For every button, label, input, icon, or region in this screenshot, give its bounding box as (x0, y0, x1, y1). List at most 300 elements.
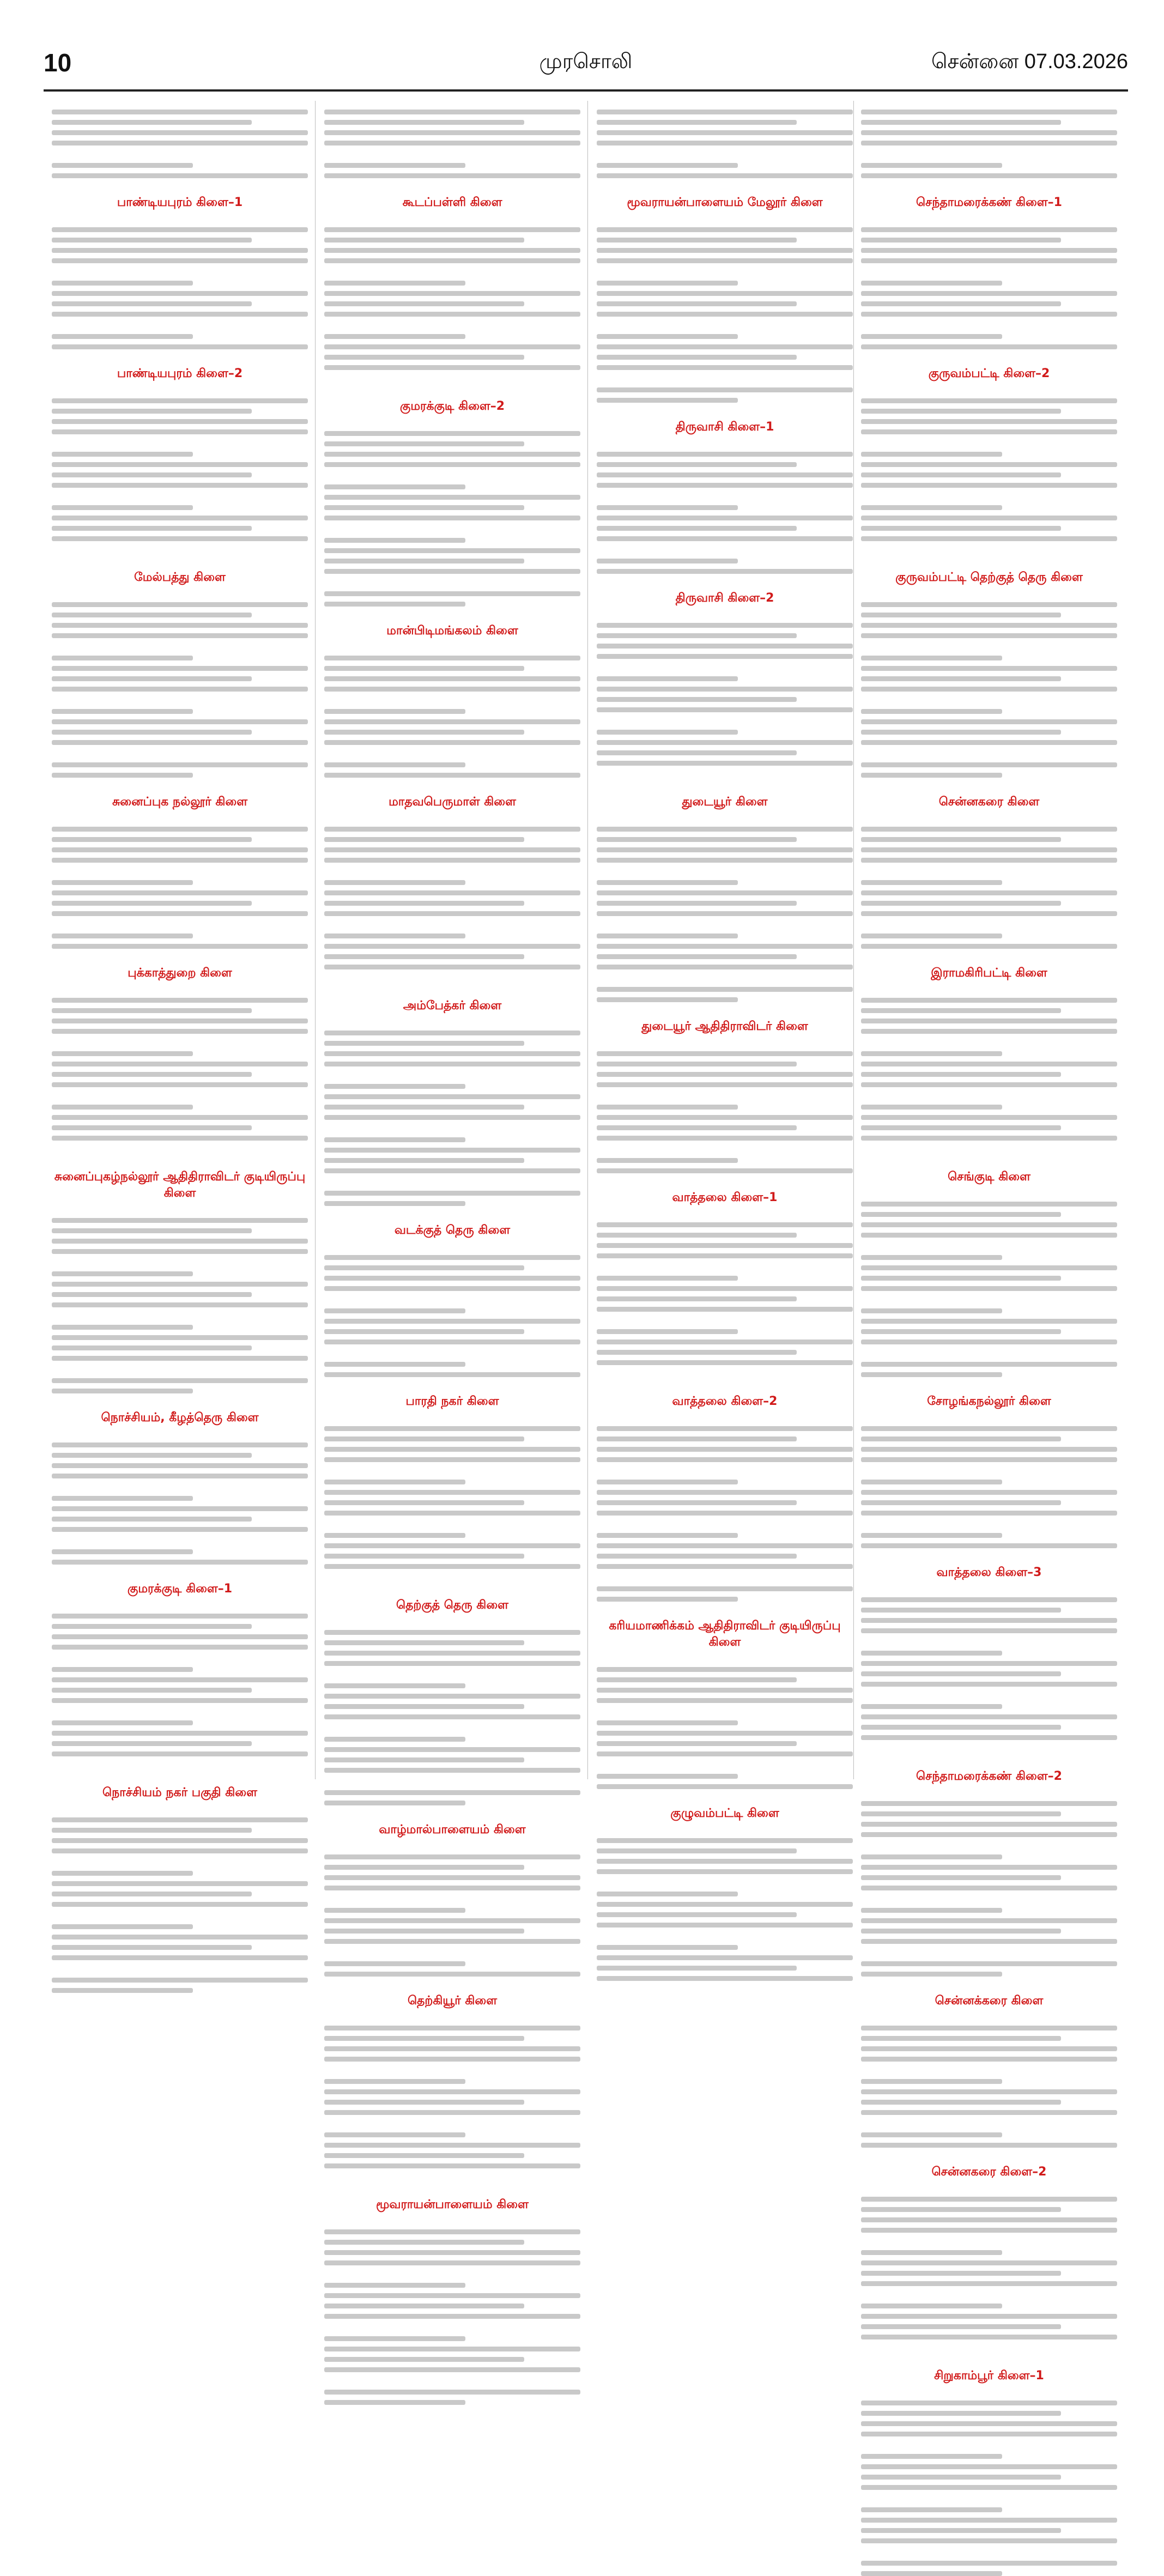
text-line (861, 1628, 1117, 1633)
text-line (597, 1564, 853, 1569)
section-heading: சென்னகரை கிளை (938, 795, 1040, 809)
text-line (597, 238, 797, 243)
text-line (52, 1282, 308, 1287)
text-line (52, 1335, 308, 1340)
text-line (52, 730, 252, 735)
text-line (324, 1747, 580, 1752)
text-line (324, 1105, 524, 1110)
section-heading: வாழ்மால்பாளையம் கிளை (379, 1823, 526, 1836)
text-line (324, 858, 580, 863)
section-heading: மூவராயன்பாளையம் மேலூர் கிளை (627, 196, 823, 209)
text-line (861, 1233, 1117, 1238)
text-line (324, 130, 580, 135)
text-line (861, 536, 1117, 541)
text-line (597, 312, 853, 317)
text-line (861, 291, 1117, 296)
text-line (861, 1939, 1117, 1944)
text-line (597, 452, 853, 457)
text-line (597, 1586, 853, 1591)
text-line (861, 1811, 1061, 1816)
text-line (324, 827, 580, 832)
text-line (324, 248, 580, 253)
text-line (861, 483, 1117, 488)
text-line (861, 2132, 1002, 2137)
text-line (597, 1741, 797, 1746)
text-line (324, 291, 580, 296)
section-heading: பாண்டியபுரம் கிளை–1 (117, 196, 243, 209)
text-line (324, 1255, 580, 1260)
section-heading: சென்னகரை கிளை–2 (931, 2165, 1047, 2179)
text-line (861, 1286, 1117, 1291)
text-line (52, 1453, 252, 1458)
text-line (324, 1543, 580, 1548)
text-line (861, 344, 1117, 349)
text-line (52, 163, 193, 168)
text-line (597, 997, 738, 1002)
text-line (597, 707, 853, 712)
text-line (52, 1218, 308, 1223)
text-line (52, 827, 308, 832)
section-heading: வடக்குத் தெரு கிளை (394, 1223, 511, 1237)
text-line (324, 1704, 524, 1709)
text-line (861, 2561, 1117, 2566)
text-line (861, 1725, 1061, 1730)
text-line (861, 2228, 1117, 2233)
text-line (861, 1618, 1117, 1623)
section-heading: மேல்பத்து கிளை (134, 571, 226, 584)
text-line (597, 365, 853, 370)
text-line (52, 1892, 252, 1896)
text-line (861, 1362, 1117, 1367)
text-block (861, 219, 1117, 349)
text-line (52, 1249, 308, 1254)
text-line (861, 740, 1117, 745)
text-line (324, 2163, 580, 2168)
text-block (324, 1022, 580, 1206)
text-line (324, 1640, 524, 1645)
text-line (861, 2571, 1002, 2576)
column-3 (597, 101, 853, 1820)
text-line (52, 1624, 252, 1629)
text-line (324, 227, 580, 232)
text-block (324, 1621, 580, 1805)
text-line (597, 1784, 853, 1789)
text-line (597, 1447, 853, 1452)
text-block (861, 818, 1117, 949)
section-heading: குமரக்குடி கிளை–1 (127, 1582, 233, 1596)
text-line (597, 1902, 853, 1907)
text-line (861, 1480, 1002, 1484)
text-line (861, 827, 1117, 832)
text-line (52, 1506, 308, 1511)
text-line (861, 1961, 1117, 1966)
text-line (324, 1084, 465, 1089)
text-line (861, 762, 1117, 767)
text-line (52, 1228, 252, 1233)
text-line (324, 2283, 465, 2288)
text-line (597, 1554, 797, 1559)
text-line (324, 110, 580, 114)
text-line (861, 2260, 1117, 2265)
text-line (52, 291, 308, 296)
text-line (861, 676, 1061, 681)
text-line (324, 1286, 580, 1291)
column-2 (324, 101, 580, 2211)
text-line (597, 472, 853, 477)
text-line (861, 2057, 1117, 2062)
text-line (52, 740, 308, 745)
text-line (324, 1329, 524, 1334)
text-line (861, 281, 1002, 286)
text-line (324, 344, 580, 349)
text-line (861, 1682, 1117, 1687)
text-line (324, 837, 524, 842)
text-line (597, 1437, 797, 1441)
text-line (597, 761, 853, 766)
text-line (52, 687, 308, 692)
text-line (861, 409, 1061, 414)
text-line (861, 1062, 1117, 1066)
text-line (324, 141, 580, 146)
text-line (324, 934, 465, 938)
text-line (597, 1892, 738, 1896)
text-line (597, 1720, 738, 1725)
text-line (861, 462, 1117, 467)
text-line (52, 173, 308, 178)
text-line (52, 1667, 193, 1672)
text-line (52, 1125, 252, 1130)
section-heading: குமரக்குடி கிளை–2 (399, 399, 505, 413)
text-line (52, 1677, 308, 1682)
text-line (52, 1645, 308, 1650)
text-line (861, 1447, 1117, 1452)
text-line (861, 602, 1117, 607)
text-line (52, 1838, 308, 1843)
text-line (324, 656, 580, 660)
text-line (597, 1500, 797, 1505)
text-line (52, 1720, 193, 1725)
text-line (324, 890, 580, 895)
section-heading: பாரதி நகர் கிளை (405, 1395, 499, 1408)
text-line (861, 1822, 1117, 1827)
text-line (861, 2538, 1117, 2543)
text-line (324, 602, 465, 607)
text-line (324, 1714, 580, 1719)
section-heading: துடையூர் ஆதிதிராவிடர் கிளை (641, 1020, 808, 1033)
text-line (324, 1201, 465, 1206)
text-line (861, 163, 1002, 168)
text-line (861, 623, 1117, 628)
text-block (52, 1209, 308, 1393)
text-line (861, 1886, 1117, 1890)
text-block (861, 1417, 1117, 1548)
text-line (597, 227, 853, 232)
text-line (324, 880, 465, 885)
text-line (597, 934, 738, 938)
text-line (861, 1704, 1002, 1709)
text-line (597, 559, 738, 563)
text-line (597, 387, 853, 392)
text-line (52, 141, 308, 146)
section-heading: தெற்கியூர் கிளை (407, 1994, 498, 2008)
text-line (52, 1924, 193, 1929)
text-line (861, 1832, 1117, 1837)
text-line (52, 1688, 252, 1693)
text-line (52, 934, 193, 938)
text-line (597, 483, 853, 488)
text-line (597, 248, 853, 253)
text-line (52, 773, 193, 778)
text-block (861, 2017, 1117, 2148)
text-line (324, 1630, 580, 1635)
text-line (861, 1661, 1117, 1666)
text-block (52, 1809, 308, 1993)
text-line (52, 880, 193, 885)
text-line (861, 1105, 1002, 1110)
text-line (324, 281, 465, 286)
text-line (324, 1480, 465, 1484)
text-line (324, 2260, 580, 2265)
text-line (52, 1051, 193, 1056)
column-divider (853, 101, 854, 1779)
text-line (324, 2314, 580, 2319)
text-line (52, 837, 252, 842)
text-line (324, 1801, 465, 1805)
text-line (861, 1511, 1117, 1516)
text-line (861, 719, 1117, 724)
text-line (597, 1222, 853, 1227)
text-block (52, 101, 308, 178)
text-line (597, 730, 738, 735)
text-line (861, 2143, 1117, 2148)
text-line (861, 1865, 1117, 1870)
text-line (597, 1168, 853, 1173)
text-line (52, 1955, 308, 1960)
text-line (52, 762, 308, 767)
text-line (597, 1360, 853, 1365)
text-line (52, 334, 193, 339)
section-heading: அம்பேத்கர் கிளை (403, 999, 502, 1013)
text-line (52, 312, 308, 317)
text-line (52, 344, 308, 349)
section-heading: தெற்குத் தெரு கிளை (396, 1598, 509, 1612)
text-line (597, 1688, 853, 1693)
text-line (861, 998, 1117, 1003)
text-line (597, 334, 738, 339)
text-line (597, 837, 797, 842)
text-line (52, 901, 252, 906)
text-line (597, 1859, 853, 1864)
text-line (324, 312, 580, 317)
text-line (52, 666, 308, 671)
text-line (861, 1500, 1061, 1505)
text-line (324, 163, 465, 168)
text-line (52, 623, 308, 628)
text-line (52, 1881, 308, 1886)
text-line (597, 1105, 738, 1110)
text-line (324, 1683, 465, 1688)
text-line (861, 301, 1061, 306)
text-line (52, 709, 193, 714)
text-line (324, 1854, 580, 1859)
text-line (324, 730, 524, 735)
text-line (597, 633, 797, 638)
text-line (861, 2197, 1117, 2202)
text-line (324, 2036, 524, 2041)
text-line (861, 901, 1061, 906)
text-line (324, 709, 465, 714)
text-line (324, 1319, 580, 1324)
text-line (324, 462, 580, 467)
text-line (597, 163, 738, 168)
text-line (861, 934, 1002, 938)
text-line (861, 1255, 1002, 1260)
text-line (597, 1597, 738, 1602)
text-line (324, 1191, 580, 1196)
text-line (861, 944, 1117, 949)
text-line (861, 1265, 1117, 1270)
text-line (861, 312, 1117, 317)
text-line (52, 944, 308, 949)
text-line (597, 130, 853, 135)
text-line (52, 1848, 308, 1853)
text-line (861, 110, 1117, 114)
text-line (861, 1597, 1117, 1602)
section-heading: சிறுகாம்பூர் கிளை–1 (934, 2369, 1044, 2383)
text-line (597, 1543, 853, 1548)
text-block (597, 1417, 853, 1602)
text-line (324, 1961, 465, 1966)
text-block (52, 818, 308, 949)
text-line (324, 773, 580, 778)
text-line (597, 1125, 797, 1130)
text-line (324, 762, 465, 767)
text-line (597, 965, 853, 969)
text-line (324, 1051, 580, 1056)
text-line (52, 1828, 252, 1833)
text-line (324, 1031, 580, 1035)
text-line (324, 2229, 580, 2234)
text-line (324, 1265, 524, 1270)
text-line (861, 613, 1061, 617)
text-line (597, 890, 853, 895)
text-line (597, 954, 797, 959)
text-block (861, 390, 1117, 553)
text-line (861, 2528, 1061, 2533)
text-line (52, 1062, 308, 1066)
text-line (861, 2518, 1117, 2523)
text-line (861, 773, 1002, 778)
text-line (324, 1511, 580, 1516)
text-line (52, 483, 308, 488)
text-line (597, 1296, 797, 1301)
text-line (861, 130, 1117, 135)
text-line (324, 238, 524, 243)
text-line (52, 110, 308, 114)
text-line (597, 1677, 797, 1682)
text-line (324, 1564, 580, 1569)
text-line (861, 2335, 1117, 2339)
text-line (52, 1988, 193, 1993)
text-line (597, 1533, 738, 1538)
text-line (861, 2079, 1002, 2084)
text-line (597, 1751, 853, 1756)
section-heading: செந்தாமரைக்கண் கிளை–1 (916, 196, 1062, 209)
text-line (861, 858, 1117, 863)
text-line (324, 2079, 465, 2084)
text-line (597, 1243, 853, 1248)
text-line (324, 2347, 580, 2351)
text-block (861, 593, 1117, 778)
text-line (52, 1019, 308, 1023)
text-line (597, 1072, 853, 1077)
text-line (861, 1222, 1117, 1227)
section-heading: சோழங்கநல்லூர் கிளை (927, 1395, 1051, 1408)
text-line (861, 1319, 1117, 1324)
text-line (861, 633, 1117, 638)
text-line (861, 526, 1061, 531)
text-line (597, 301, 797, 306)
text-line (324, 944, 580, 949)
text-block (597, 443, 853, 574)
text-line (324, 516, 580, 520)
text-line (597, 901, 797, 906)
text-line (52, 847, 308, 852)
text-line (324, 365, 580, 370)
text-line (861, 1490, 1117, 1495)
text-line (52, 1239, 308, 1244)
text-line (861, 1019, 1117, 1023)
text-line (52, 1945, 252, 1950)
text-line (597, 1329, 738, 1334)
text-line (597, 355, 797, 360)
text-line (597, 1307, 853, 1312)
text-line (324, 1865, 524, 1870)
text-line (597, 281, 738, 286)
text-line (861, 2036, 1061, 2041)
text-line (597, 1490, 853, 1495)
text-line (861, 141, 1117, 146)
text-line (324, 2132, 465, 2137)
text-line (861, 2281, 1117, 2286)
text-line (324, 258, 580, 263)
text-line (861, 429, 1117, 434)
text-line (861, 452, 1002, 457)
text-block (52, 593, 308, 778)
text-line (597, 1976, 853, 1981)
text-line (52, 1751, 308, 1756)
text-line (52, 1741, 252, 1746)
text-line (324, 120, 524, 125)
text-line (861, 2454, 1002, 2459)
text-block (861, 989, 1117, 1153)
text-line (597, 987, 853, 992)
text-line (324, 2357, 524, 2362)
text-line (324, 1908, 465, 1913)
text-line (324, 1437, 524, 1441)
text-block (324, 1246, 580, 1377)
text-line (324, 2100, 524, 2105)
text-line (324, 484, 465, 489)
text-line (324, 1062, 580, 1066)
text-line (324, 548, 580, 553)
text-line (597, 911, 853, 916)
section-heading: மாதவபெருமாள் கிளை (389, 795, 516, 809)
text-block (861, 2188, 1117, 2351)
text-block (324, 818, 580, 981)
text-line (861, 227, 1117, 232)
text-line (324, 1168, 580, 1173)
